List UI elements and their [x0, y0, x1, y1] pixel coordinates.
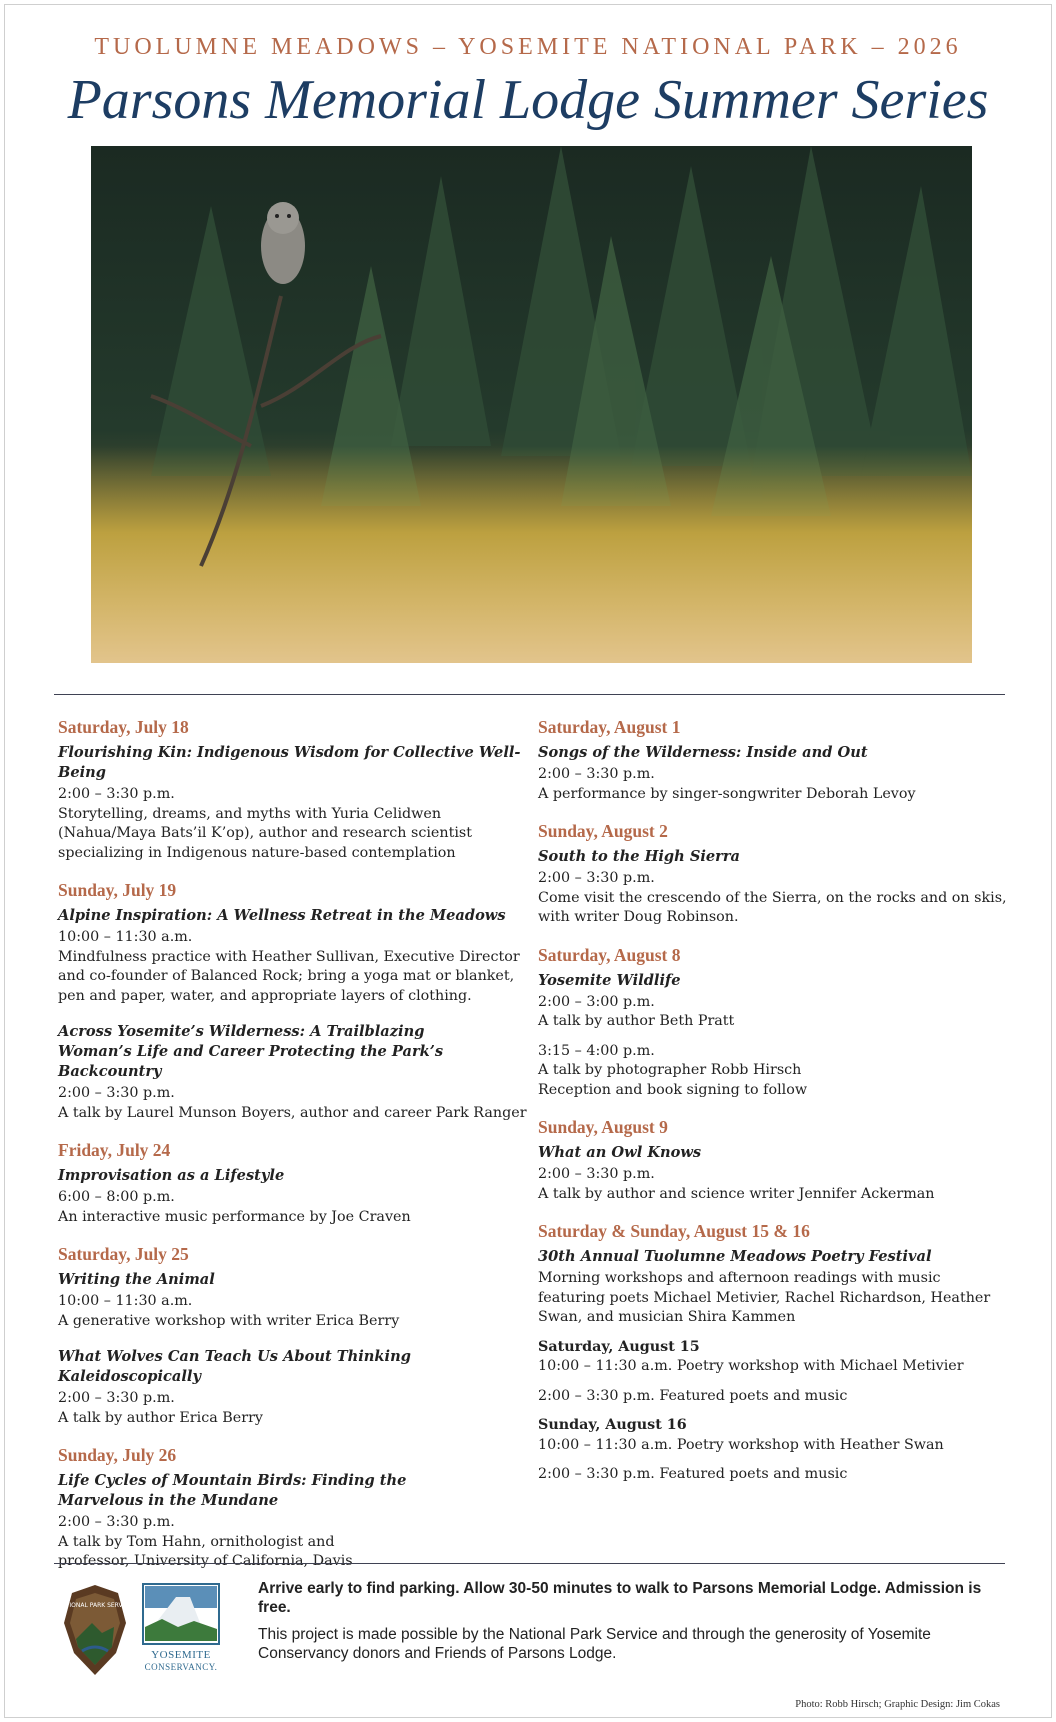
event-time: 2:00 – 3:30 p.m.: [58, 1390, 175, 1406]
nps-arrowhead-logo: [57, 1583, 133, 1681]
footer-notice: [258, 1579, 998, 1671]
event-description: An interactive music performance by Joe Craven: [58, 1208, 411, 1225]
day-heading: Saturday, August 8: [538, 944, 681, 965]
event-title: Yosemite Wildlife: [538, 971, 681, 989]
day-heading: Saturday, July 18: [58, 717, 189, 737]
event-title: Improvisation as a Lifestyle: [58, 1167, 285, 1184]
yc-logo-line2: CONSERVANCY.: [144, 1662, 218, 1672]
event-title: 30th Annual Tuolumne Meadows Poetry Festival: [538, 1248, 932, 1265]
day-heading: Saturday, July 25: [58, 1244, 189, 1264]
event-time: 6:00 – 8:00 p.m.: [58, 1189, 175, 1205]
event-title: Writing the Animal: [58, 1271, 215, 1288]
event-time: 3:15 – 4:00 p.m.: [538, 1042, 655, 1059]
event-title: Life Cycles of Mountain Birds: Finding the Marvelous in the Mundane: [58, 1472, 407, 1509]
event: [58, 1270, 528, 1331]
event: [58, 1471, 528, 1572]
event-description: A talk by photographer Robb Hirsch: [538, 1062, 802, 1078]
photo-credit: Photo: Robb Hirsch; Graphic Design: Jim Cokas: [795, 1699, 1000, 1710]
event-description: Mindfulness practice with Heather Sullivan, Executive Director and co-founder of Balanced Rock; bring a yoga mat or blanket, pen and paper, water, and appropriate layers of clothing.: [58, 948, 520, 1004]
event-time: 10:00 – 11:30 a.m.: [58, 1293, 193, 1309]
event-description: A talk by author Beth Pratt: [538, 1013, 735, 1029]
event-time: 2:00 – 3:30 p.m.: [58, 786, 175, 802]
event-time: 2:00 – 3:30 p.m.: [538, 1166, 655, 1182]
session: 10:00 – 11:30 a.m. Poetry workshop with Heather Swan: [538, 1436, 944, 1453]
event-time: 10:00 – 11:30 a.m.: [58, 929, 193, 945]
day-heading: Saturday, August 1: [538, 717, 681, 737]
day-heading: Friday, July 24: [58, 1140, 171, 1160]
event-time: 2:00 – 3:00 p.m.: [538, 993, 655, 1010]
event: [58, 743, 528, 863]
event-description: A talk by Laurel Munson Boyers, author and career Park Ranger: [58, 1104, 527, 1121]
event: [538, 743, 1008, 804]
event-description: Morning workshops and afternoon readings with music featuring poets Michael Metivier, Rachel Richardson, Heather Swan, and musician Shira Kammen: [538, 1270, 991, 1325]
header-kicker: TUOLUMNE MEADOWS – YOSEMITE NATIONAL PARK – 2026: [94, 34, 962, 60]
event-time: 2:00 – 3:30 p.m.: [538, 766, 655, 782]
top-divider: [54, 694, 1005, 695]
owl-photo: [91, 146, 972, 663]
yc-logo-line1: YOSEMITE: [151, 1649, 211, 1661]
event-time: 2:00 – 3:30 p.m.: [538, 870, 655, 886]
event-description: Reception and book signing to follow: [538, 1081, 808, 1098]
notice-bold: Arrive early to find parking. Allow 30-50 minutes to walk to Parsons Memorial Lodge. Admission is free.: [258, 1580, 982, 1616]
day-heading: Saturday & Sunday, August 15 & 16: [538, 1221, 810, 1241]
schedule-right-column: [538, 716, 1008, 1501]
schedule-left-column: [58, 716, 528, 1588]
subday-heading: Saturday, August 15: [538, 1338, 700, 1355]
yosemite-conservancy-logo: [142, 1583, 220, 1673]
event-description: A talk by author Erica Berry: [58, 1409, 263, 1426]
event-description: A generative workshop with writer Erica Berry: [58, 1312, 400, 1329]
event-title: What Wolves Can Teach Us About Thinking Kaleidoscopically: [58, 1348, 411, 1385]
event-description: A performance by singer-songwriter Deborah Levoy: [538, 785, 916, 802]
day-heading: Sunday, July 19: [58, 880, 177, 900]
event: [538, 971, 1008, 1101]
session: 2:00 – 3:30 p.m. Featured poets and music: [538, 1387, 848, 1404]
subday-heading: Sunday, August 16: [538, 1417, 687, 1433]
event-title: What an Owl Knows: [538, 1144, 702, 1161]
event-description: A talk by author and science writer Jennifer Ackerman: [538, 1185, 935, 1202]
event: [58, 1166, 528, 1227]
event-title: South to the High Sierra: [538, 848, 741, 865]
event: [538, 847, 1008, 928]
event-description: Come visit the crescendo of the Sierra, on the rocks and on skis, with writer Doug Robinson.: [538, 889, 1007, 925]
event: [58, 1347, 528, 1428]
event: [58, 906, 528, 1006]
bottom-divider: [54, 1563, 1005, 1564]
event: [538, 1247, 1008, 1485]
event-time: 2:00 – 3:30 p.m.: [58, 1514, 175, 1530]
day-heading: Sunday, August 2: [538, 821, 668, 841]
event-time: 2:00 – 3:30 p.m.: [58, 1085, 175, 1101]
day-heading: Sunday, July 26: [58, 1445, 177, 1465]
event-title: Across Yosemite’s Wilderness: A Trailblazing Woman’s Life and Career Protecting the Park’s Backcountry: [58, 1023, 444, 1080]
session: 2:00 – 3:30 p.m. Featured poets and music: [538, 1466, 848, 1482]
event: [538, 1143, 1008, 1204]
event-title: Flourishing Kin: Indigenous Wisdom for Collective Well-Being: [58, 744, 521, 781]
day-heading: Sunday, August 9: [538, 1117, 668, 1137]
session: 10:00 – 11:30 a.m. Poetry workshop with Michael Metivier: [538, 1358, 964, 1374]
event: [58, 1022, 528, 1123]
nps-logo-text: NATIONAL PARK SERVICE: [57, 1602, 133, 1609]
event-title: Alpine Inspiration: A Wellness Retreat in the Meadows: [58, 907, 506, 924]
notice-text: This project is made possible by the National Park Service and through the generosity of Yosemite Conservancy donors and Friends of Parsons Lodge.: [258, 1626, 931, 1662]
page-title: Parsons Memorial Lodge Summer Series: [67, 69, 989, 131]
event-title: Songs of the Wilderness: Inside and Out: [538, 744, 868, 761]
event-description: A talk by Tom Hahn, ornithologist and professor, University of California, Davis: [58, 1533, 353, 1569]
event-description: Storytelling, dreams, and myths with Yuria Celidwen (Nahua/Maya Bats’il K’op), author and research scientist specializing in Indigenous nature-based contemplation: [58, 805, 472, 861]
